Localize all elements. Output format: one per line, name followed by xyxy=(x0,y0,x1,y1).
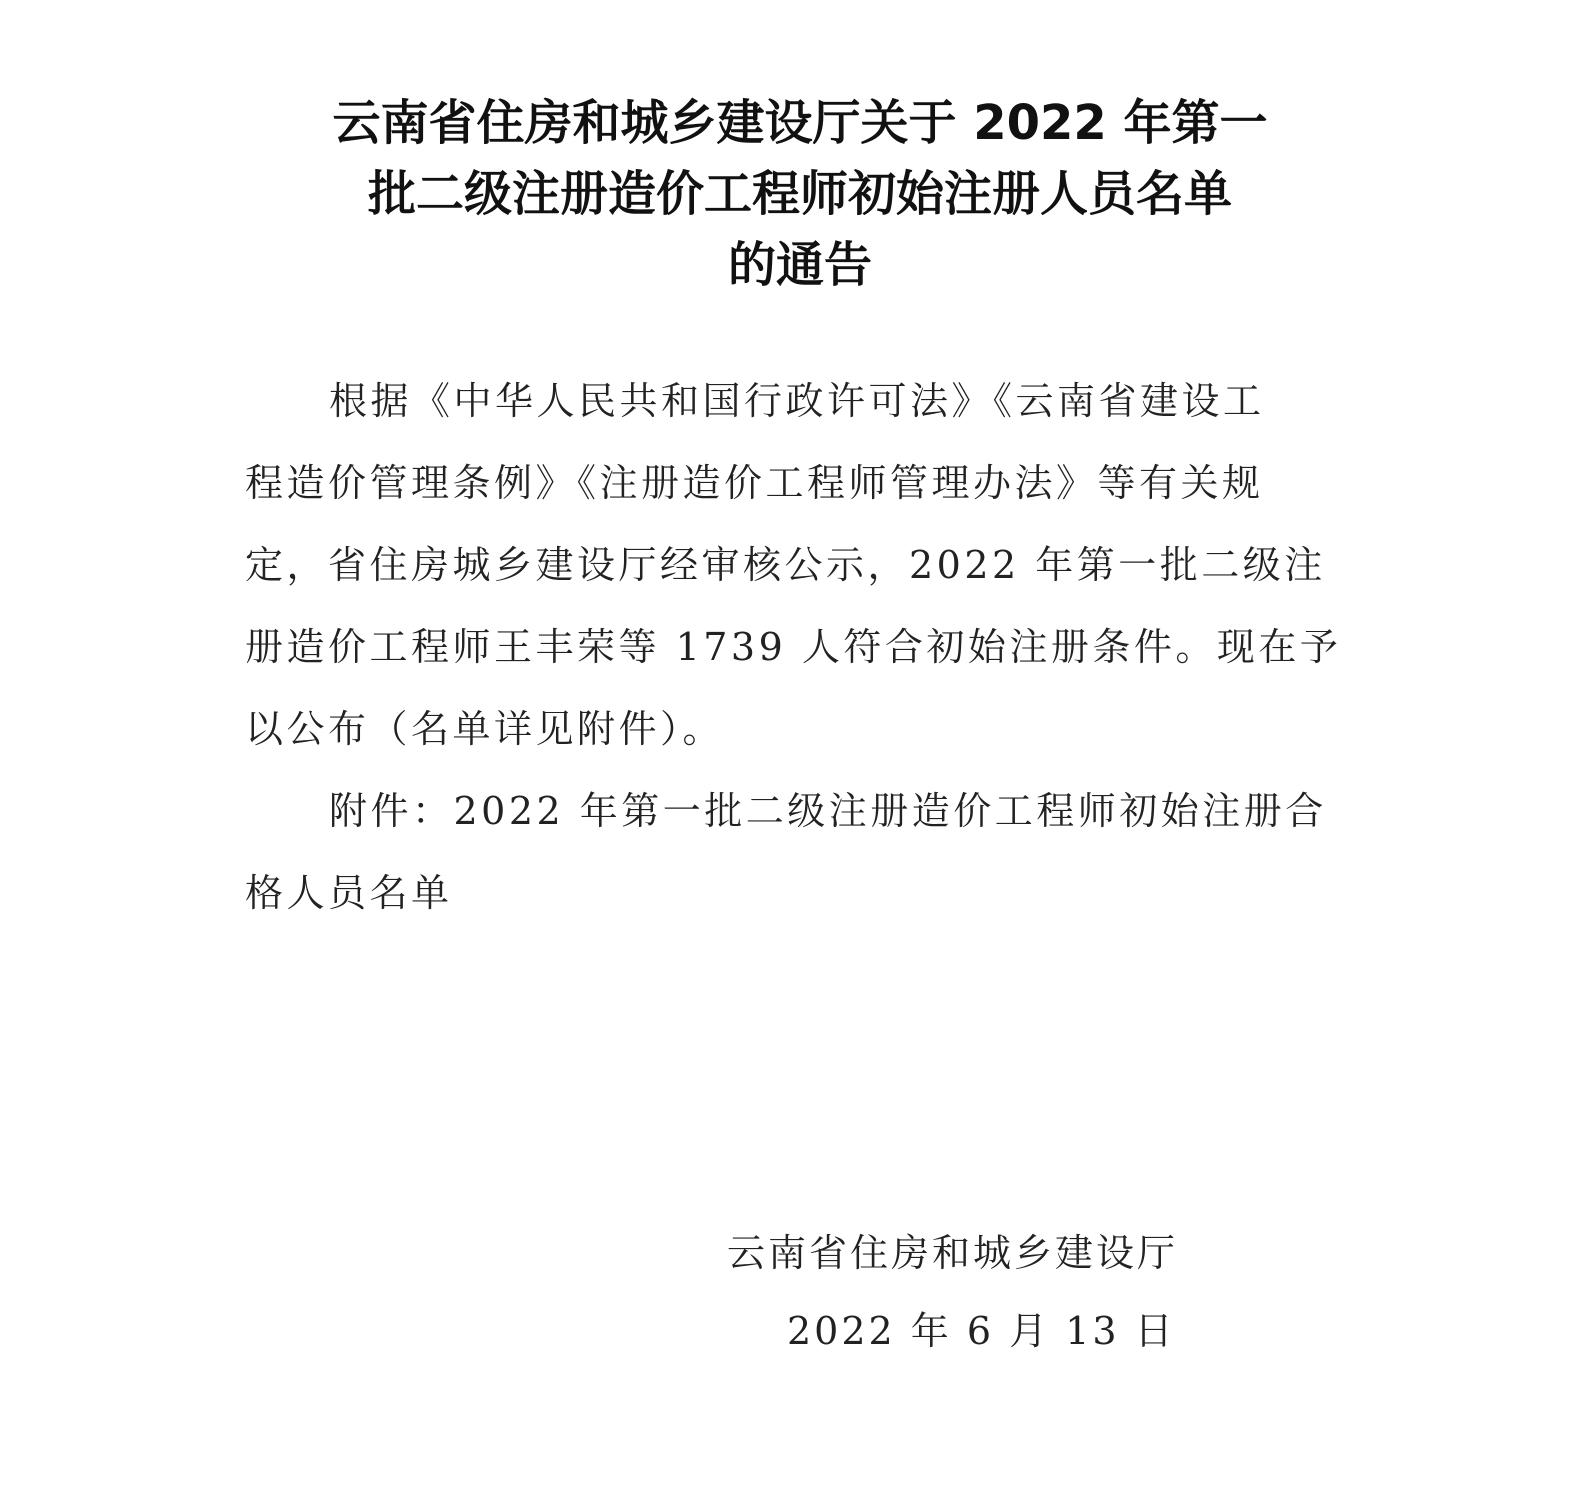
body-line: 定，省住房城乡建设厅经审核公示，2022 年第一批二级注 xyxy=(245,543,1326,587)
body-line: 以公布（名单详见附件）。 xyxy=(245,707,725,751)
attachment-line: 附件：2022 年第一批二级注册造价工程师初始注册合 xyxy=(329,789,1327,833)
body-line: 程造价管理条例》《注册造价工程师管理办法》等有关规 xyxy=(245,461,1264,505)
document-title xyxy=(245,88,1355,301)
title-line-1: 云南省住房和城乡建设厅关于 2022 年第一 xyxy=(332,95,1268,151)
body-paragraph-attachment xyxy=(245,770,1340,934)
signature-date: 2022 年 6 月 13 日 xyxy=(787,1309,1176,1353)
body-line: 册造价工程师王丰荣等 1739 人符合初始注册条件。现在予 xyxy=(245,625,1342,669)
attachment-line: 格人员名单 xyxy=(245,871,453,915)
title-line-3: 的通告 xyxy=(727,237,872,293)
title-line-2: 批二级注册造价工程师初始注册人员名单 xyxy=(367,166,1232,222)
signature-organization: 云南省住房和城乡建设厅 xyxy=(727,1231,1179,1275)
body-line: 根据《中华人民共和国行政许可法》《云南省建设工 xyxy=(329,379,1265,423)
document-body xyxy=(245,360,1340,934)
body-paragraph-main xyxy=(245,360,1340,770)
